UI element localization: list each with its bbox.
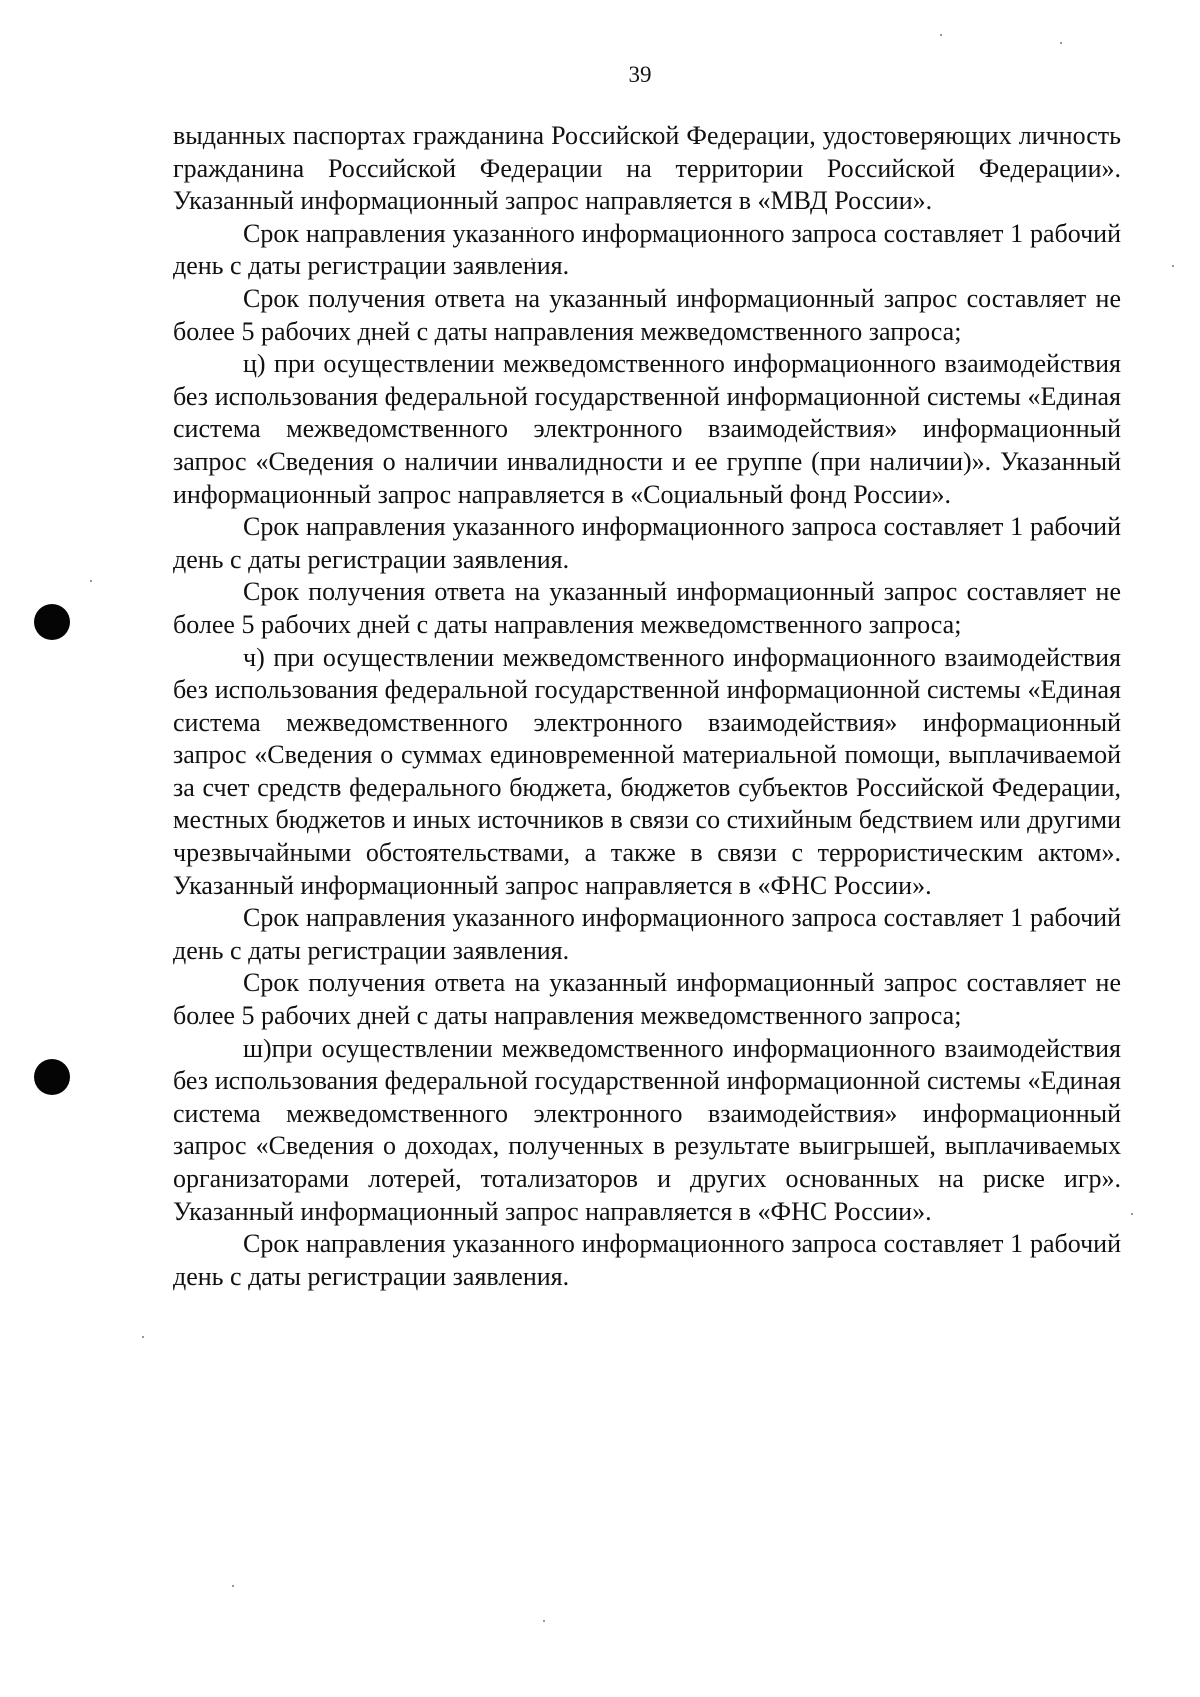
paragraph: Срок направления указанного информационного запроса составляет 1 рабочий день с даты регистрации заявления. [173, 903, 1121, 965]
punch-hole [34, 1059, 70, 1095]
scan-speck [1060, 42, 1062, 44]
paragraph: Срок получения ответа на указанный информационный запрос составляет не более 5 рабочих дней с даты направления межведомственного запроса; [173, 968, 1121, 1031]
scan-speck [1131, 1213, 1133, 1215]
scan-speck [232, 1585, 234, 1587]
paragraph: выданных паспортах гражданина Российской Федерации, удостоверяющих личность гражданина Российской Федерации на территории Российской Федерации». Указанный информационный запрос направляется в «МВД России». [173, 121, 1121, 216]
scan-speck [90, 580, 92, 582]
scan-speck [543, 1620, 545, 1622]
scan-speck [940, 34, 942, 36]
scan-speck [142, 1336, 144, 1338]
paragraph: ч) при осуществлении межведомственного информационного взаимодействия без использования федеральной государственной информационной системы «Единая система межведомственного электронного взаимодействия» информационный запрос «Сведения о суммах единовременной материальной помощи, выплачиваемой за счет средств федерального бюджета, бюджетов субъектов Российской Федерации, местных бюджетов и иных источников в связи со стихийным бедствием или другими чрезвычайными обстоятельствами, а также в связи с террористическим актом». Указанный информационный запрос направляется в «ФНС России». [173, 642, 1121, 900]
punch-hole [34, 604, 70, 640]
paragraph: ц) при осуществлении межведомственного информационного взаимодействия без использования федеральной государственной информационной системы «Единая система межведомственного электронного взаимодействия» информационный запрос «Сведения о наличии инвалидности и ее группе (при наличии)». Указанный информационный запрос направляется в «Социальный фонд России». [173, 349, 1121, 509]
paragraph: Срок получения ответа на указанный информационный запрос составляет не более 5 рабочих дней с даты направления межведомственного запроса; [173, 283, 1121, 346]
document-body [173, 120, 1121, 1293]
paragraph: Срок направления указанного информационного запроса составляет 1 рабочий день с даты регистрации заявления. [173, 1229, 1121, 1291]
paragraph: ш)при осуществлении межведомственного информационного взаимодействия без использования федеральной государственной информационной системы «Единая система межведомственного электронного взаимодействия» информационный запрос «Сведения о доходах, полученных в результате выигрышей, выплачиваемых организаторами лотерей, тотализаторов и других основанных на риске игр». Указанный информационный запрос направляется в «ФНС России». [173, 1033, 1121, 1226]
paragraph: Срок получения ответа на указанный информационный запрос составляет не более 5 рабочих дней с даты направления межведомственного запроса; [173, 577, 1121, 639]
page-number: 39 [628, 62, 652, 87]
paragraph: Срок направления указанного информационного запроса составляет 1 рабочий день с даты регистрации заявления. [173, 218, 1121, 281]
scan-speck [1172, 265, 1174, 267]
paragraph: Срок направления указанного информационного запроса составляет 1 рабочий день с даты регистрации заявления. [173, 512, 1121, 574]
